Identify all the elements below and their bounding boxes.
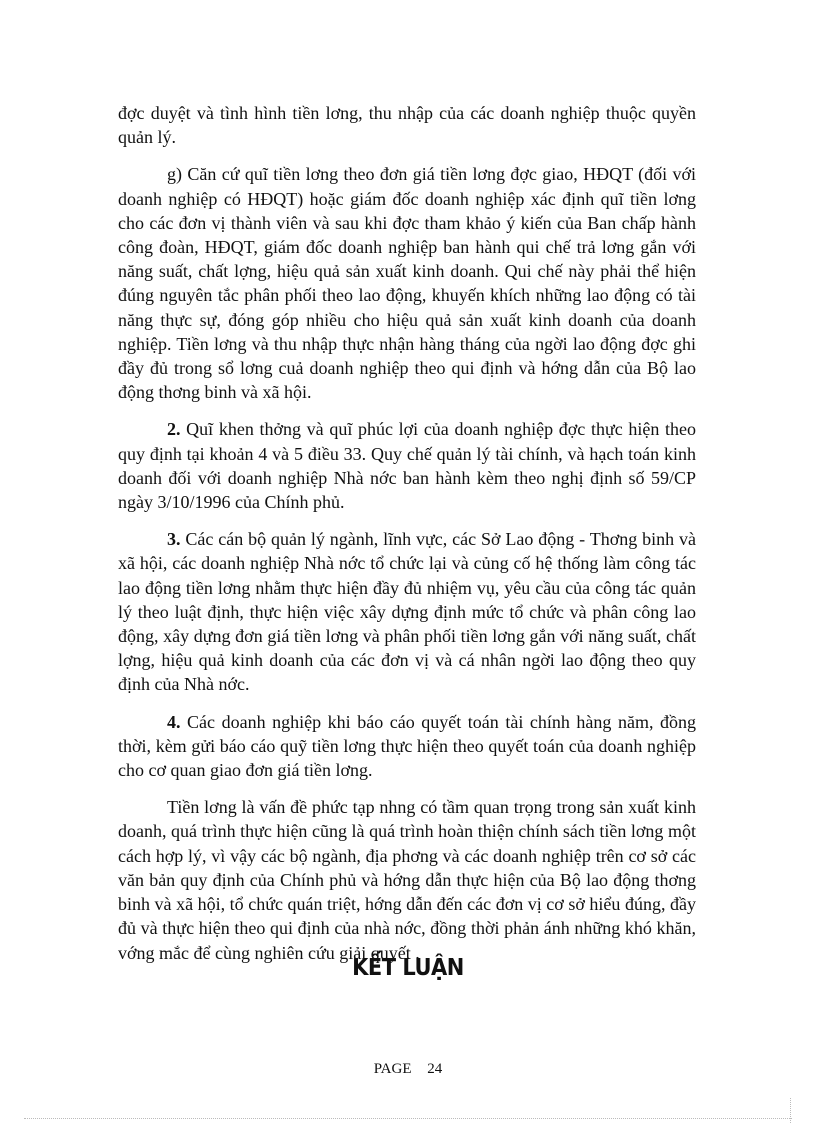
item-text-4: Các doanh nghiệp khi báo cáo quyết toán tài chính hàng năm, đồng thời, kèm gửi báo cáo quỹ tiền lơng thực hiện theo quyết toán của doanh nghiệp cho cơ quan giao đơn giá tiền lơng. [118, 711, 696, 781]
paragraph-item-3 [118, 527, 696, 696]
page-bottom-border [24, 1118, 792, 1119]
item-text-2: Quĩ khen thởng và quĩ phúc lợi của doanh nghiệp đợc thực hiện theo quy định tại khoản 4 và 5 điều 33. Quy chế quản lý tài chính, và hạch toán kinh doanh đối với doanh nghiệp Nhà nớc ban hành kèm theo nghị định số 59/CP ngày 3/10/1996 của Chính phủ. [118, 419, 696, 513]
page-number: 24 [427, 1061, 443, 1077]
paragraph-item-4 [118, 710, 696, 783]
item-number-2: 2. [167, 419, 181, 440]
section-heading: KẾT LUẬN [352, 953, 464, 981]
item-number-3: 3. [167, 529, 181, 550]
footer-label: PAGE [373, 1061, 412, 1077]
item-number-4: 4. [167, 711, 181, 732]
paragraph-summary: Tiền lơng là vấn đề phức tạp nhng có tầm quan trọng trong sản xuất kinh doanh, quá trình thực hiện cũng là quá trình hoàn thiện chính sách tiền lơng một cách hợp lý, vì vậy các bộ ngành, địa phơng và các doanh nghiệp trên cơ sở các văn bản quy định của Chính phủ và hớng dẫn thực hiện của Bộ lao động thơng binh và xã hội, tổ chức quán triệt, hớng dẫn đến các đơn vị cơ sở hiểu đúng, đầy đủ và thực hiện theo qui định của nhà nớc, đồng thời phản ánh những khó khăn, vớng mắc để cùng nghiên cứu giải quyết . [118, 797, 696, 963]
paragraph-item-g: g) Căn cứ quĩ tiền lơng theo đơn giá tiền lơng đợc giao, HĐQT (đối với doanh nghiệp có HĐQT) hoặc giám đốc doanh nghiệp xác định quĩ tiền lơng cho các đơn vị thành viên và sau khi đợc tham khảo ý kiến của Ban chấp hành công đoàn, HĐQT, giám đốc doanh nghiệp ban hành qui chế trả lơng gắn với năng suất, chất lợng, hiệu quả sản xuất kinh doanh. Qui chế này phải thể hiện đúng nguyên tắc phân phối theo lao động, khuyến khích những lao động có tài năng thực sự, đóng góp nhiều cho hiệu quả sản xuất kinh doanh của doanh nghiệp. Tiền lơng và thu nhập thực nhận hàng tháng của ngời lao động đợc ghi đầy đủ trong sổ lơng cuả doanh nghiệp theo qui định và hớng dẫn của Bộ lao động thơng binh và xã hội. [118, 164, 696, 403]
item-text-3: Các cán bộ quản lý ngành, lĩnh vực, các Sở Lao động - Thơng binh và xã hội, các doanh nghiệp Nhà nớc tổ chức lại và củng cố hệ thống làm công tác lao động tiền lơng nhằm thực hiện đầy đủ nhiệm vụ, yêu cầu của công tác quản lý theo luật định, thực hiện việc xây dựng định mức tổ chức và phân công lao động, xây dựng đơn giá tiền lơng và phân phối tiền lơng gắn với năng suất, chất lợng, hiệu quả kinh doanh của các đơn vị và cá nhân ngời lao động theo quy định của Nhà nớc. [118, 529, 696, 695]
page-corner-border [790, 1098, 791, 1123]
page-footer [0, 1061, 816, 1078]
paragraph-item-2 [118, 417, 696, 514]
paragraph-continuation: đợc duyệt và tình hình tiền lơng, thu nhập của các doanh nghiệp thuộc quyền quản lý. [118, 103, 696, 148]
document-body [118, 101, 696, 965]
